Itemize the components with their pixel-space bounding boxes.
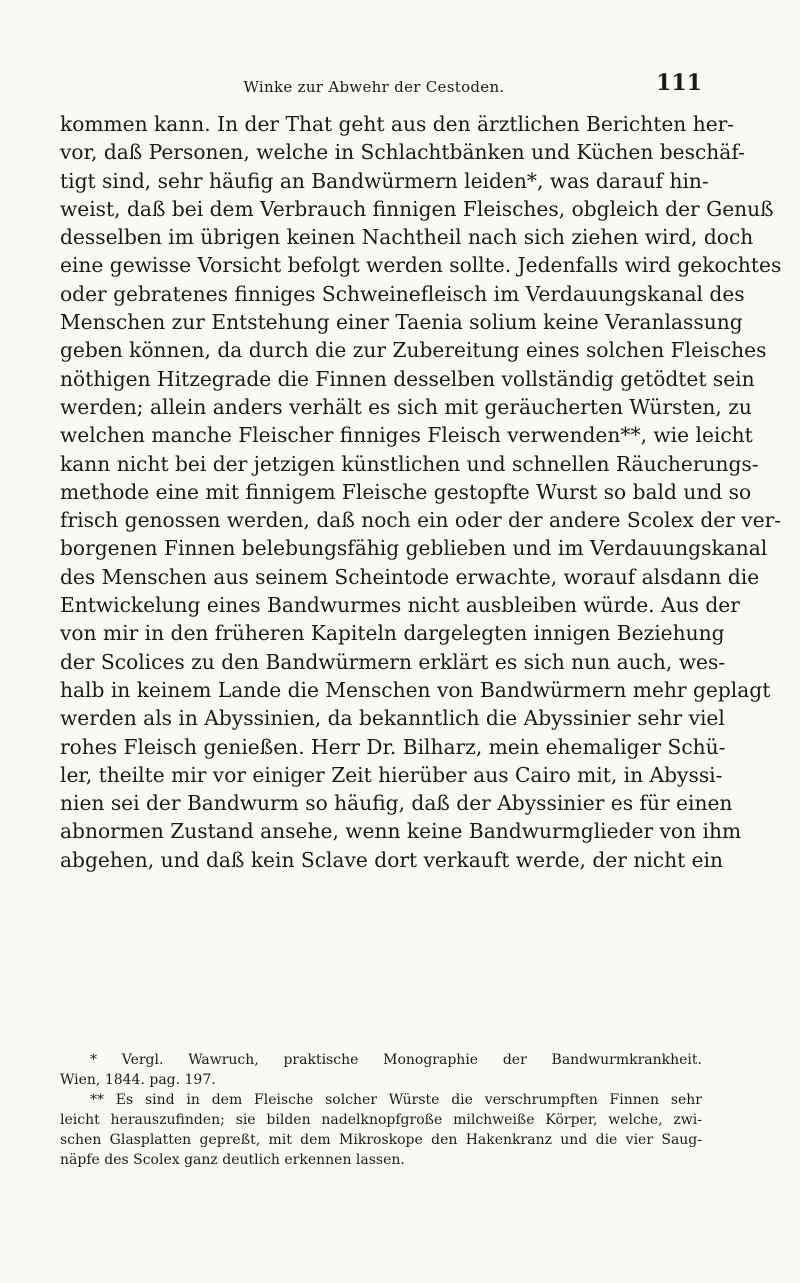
text-line: weist, daß bei dem Verbrauch finnigen Fleisches, obgleich der Genuß <box>60 196 774 221</box>
text-line: ler, theilte mir vor einiger Zeit hierüber aus Cairo mit, in Abyssi- <box>60 762 723 787</box>
text-line: abgehen, und daß kein Sclave dort verkauft werde, der nicht ein <box>60 847 724 872</box>
text-line: abnormen Zustand ansehe, wenn keine Bandwurmglieder von ihm <box>60 819 742 844</box>
text-line: borgenen Finnen belebungsfähig geblieben und im Verdauungskanal <box>60 536 768 561</box>
text-line: nien sei der Bandwurm so häufig, daß der Abyssinier es für einen <box>60 791 733 816</box>
footnote-line: * Vergl. Wawruch, praktische Monographie der Bandwurmkrankheit. <box>90 1052 702 1068</box>
text-line: frisch genossen werden, daß noch ein oder der andere Scolex der ver- <box>60 508 782 533</box>
text-line: desselben im übrigen keinen Nachtheil nach sich ziehen wird, doch <box>60 225 754 250</box>
text-line: der Scolices zu den Bandwürmern erklärt es sich nun auch, wes- <box>60 649 726 674</box>
text-line: Entwickelung eines Bandwurmes nicht ausbleiben würde. Aus der <box>60 593 740 618</box>
text-line: welchen manche Fleischer finniges Fleisch verwenden**, wie leicht <box>60 423 753 448</box>
text-line: Menschen zur Entstehung einer Taenia solium keine Veranlassung <box>60 310 743 335</box>
text-line: eine gewisse Vorsicht befolgt werden sollte. Jedenfalls wird gekochtes <box>60 253 782 278</box>
text-line: nöthigen Hitzegrade die Finnen desselben vollständig getödtet sein <box>60 366 755 391</box>
footnote-line: näpfe des Scolex ganz deutlich erkennen lassen. <box>60 1152 405 1168</box>
body-text <box>60 110 782 874</box>
footnote-line: leicht herauszufinden; sie bilden nadelknopfgroße milchweiße Körper, welche, zwi- <box>60 1112 702 1128</box>
text-line: werden als in Abyssinien, da bekanntlich die Abyssinier sehr viel <box>60 706 725 731</box>
running-head: Winke zur Abwehr der Cestoden. <box>243 78 505 96</box>
page-number: 111 <box>656 70 702 96</box>
text-line: methode eine mit finnigem Fleische gestopfte Wurst so bald und so <box>60 479 752 504</box>
footnote-line: schen Glasplatten gepreßt, mit dem Mikroskope den Hakenkranz und die vier Saug- <box>60 1132 702 1148</box>
text-line: von mir in den früheren Kapiteln dargelegten innigen Beziehung <box>60 621 725 646</box>
footnotes <box>60 1050 702 1170</box>
footnote-line: ** Es sind in dem Fleische solcher Würste die verschrumpften Finnen sehr <box>90 1092 702 1108</box>
text-line: oder gebratenes finniges Schweinefleisch im Verdauungskanal des <box>60 281 745 306</box>
text-line: vor, daß Personen, welche in Schlachtbänken und Küchen beschäf- <box>60 140 745 165</box>
footnote-line: Wien, 1844. pag. 197. <box>60 1072 216 1088</box>
text-line: tigt sind, sehr häufig an Bandwürmern leiden*, was darauf hin- <box>60 168 709 193</box>
page-header <box>60 70 702 104</box>
text-line: werden; allein anders verhält es sich mit geräucherten Würsten, zu <box>60 394 752 419</box>
text-line: halb in keinem Lande die Menschen von Bandwürmern mehr geplagt <box>60 677 771 702</box>
text-line: des Menschen aus seinem Scheintode erwachte, worauf alsdann die <box>60 564 760 589</box>
text-line: rohes Fleisch genießen. Herr Dr. Bilharz, mein ehemaliger Schü- <box>60 734 726 759</box>
text-line: geben können, da durch die zur Zubereitung eines solchen Fleisches <box>60 338 767 363</box>
text-line: kommen kann. In der That geht aus den ärztlichen Berichten her- <box>60 112 735 136</box>
text-line: kann nicht bei der jetzigen künstlichen und schnellen Räucherungs- <box>60 451 759 476</box>
